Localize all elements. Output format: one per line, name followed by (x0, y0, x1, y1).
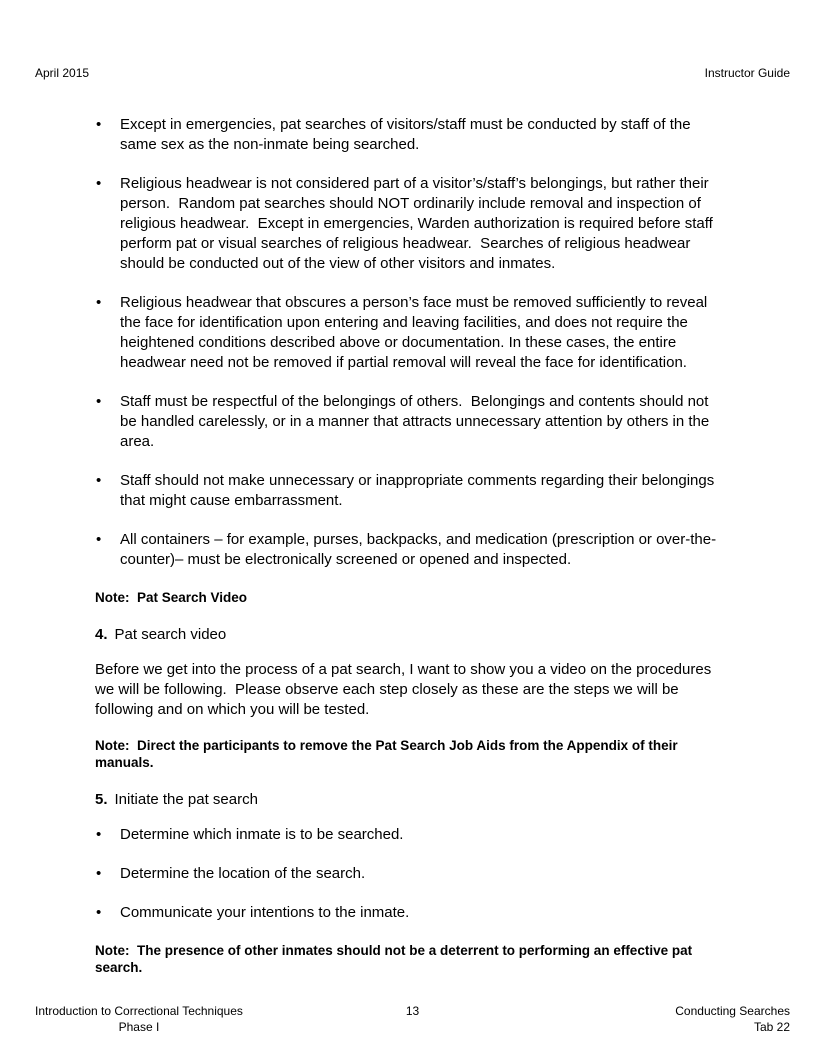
bullet-item (95, 471, 723, 511)
bullet-text: Communicate your intentions to the inmate. (120, 904, 410, 921)
bullet-text: Staff must be respectful of the belongings of others. Belongings and contents should not be handled carelessly, or in a manner that attracts unnecessary attention by others in the area. (120, 393, 714, 450)
step-title: Pat search video (114, 626, 227, 643)
body-paragraph: Before we get into the process of a pat search, I want to show you a video on the procedures we will be following. Please observe each step closely as these are the steps we will be following and on which you will be tested. (95, 661, 716, 718)
note-line: Note: Direct the participants to remove the Pat Search Job Aids from the Appendix of their manuals. (95, 738, 682, 770)
footer-page-number: 13 (405, 1004, 420, 1018)
bullet-item (95, 825, 723, 845)
bullet-item (95, 392, 723, 452)
bullet-text: Religious headwear that obscures a person’s face must be removed sufficiently to reveal the face for identification upon entering and leaving facilities, and does not require the heightened conditions described above or documentation. In these cases, the entire headwear need not be removed if partial removal will reveal the face for identification. (120, 294, 712, 371)
step-heading (95, 790, 723, 810)
bullet-text: Except in emergencies, pat searches of visitors/staff must be conducted by staff of the same sex as the non-inmate being searched. (120, 116, 695, 153)
bullet-text: Determine which inmate is to be searched. (120, 826, 404, 843)
bullet-item (95, 903, 723, 923)
footer-tab: Tab 22 (753, 1020, 790, 1034)
page-footer (35, 1003, 790, 1035)
step-title: Initiate the pat search (114, 791, 258, 808)
bullet-marker: • (96, 472, 102, 489)
header-doc-title: Instructor Guide (704, 66, 790, 80)
footer-course-title: Introduction to Correctional Techniques (35, 1004, 243, 1018)
page-content (95, 115, 723, 995)
step-heading (95, 625, 723, 645)
bullet-item (95, 174, 723, 274)
bullet-item (95, 293, 723, 373)
step-number: 5. (95, 791, 108, 808)
page-header (35, 66, 790, 80)
bullet-text: Staff should not make unnecessary or inappropriate comments regarding their belongings that might cause embarrassment. (120, 472, 719, 509)
bullet-item (95, 864, 723, 884)
bullet-marker: • (96, 904, 102, 921)
bullet-marker: • (96, 865, 102, 882)
step-number: 4. (95, 626, 108, 643)
bullet-marker: • (96, 826, 102, 843)
bullet-item (95, 115, 723, 155)
bullet-marker: • (96, 116, 102, 133)
bullet-item (95, 530, 723, 570)
note-line: Note: The presence of other inmates should not be a deterrent to performing an effective pat search. (95, 943, 696, 975)
header-date: April 2015 (35, 66, 90, 80)
bullet-marker: • (96, 175, 102, 192)
bullet-text: Religious headwear is not considered part of a visitor’s/staff’s belongings, but rather their person. Random pat searches should NOT ordinarily include removal and inspection of religious headwear. Except in emergencies, Warden authorization is required before staff perform pat or visual searches of religious headwear. Searches of religious headwear should be conducted out of the view of other visitors and inmates. (120, 175, 718, 272)
bullet-marker: • (96, 393, 102, 410)
footer-phase: Phase I (118, 1020, 160, 1034)
footer-section: Conducting Searches (675, 1004, 790, 1018)
note-line: Note: Pat Search Video (95, 590, 248, 605)
bullet-text: Determine the location of the search. (120, 865, 366, 882)
bullet-marker: • (96, 294, 102, 311)
bullet-marker: • (96, 531, 102, 548)
bullet-text: All containers – for example, purses, backpacks, and medication (prescription or over-the-counter)– must be electronically screened or opened and inspected. (120, 531, 717, 568)
